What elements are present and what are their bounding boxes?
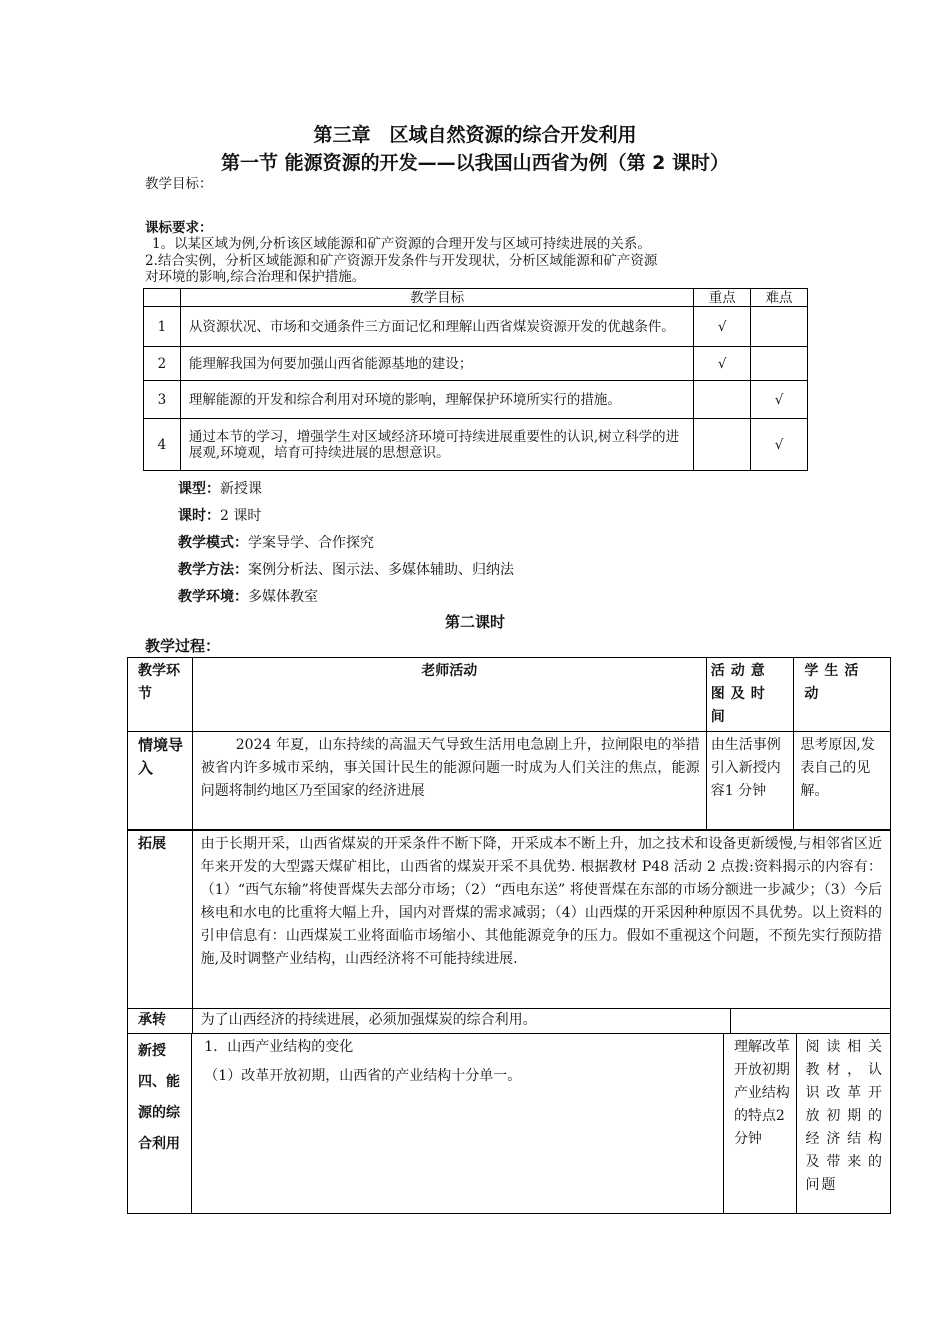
- goal-key-mark: √: [694, 307, 751, 347]
- new-line-1: 1．山西产业结构的变化: [204, 1039, 354, 1055]
- standard-line-2a: 2.结合实例，分析区域能源和矿产资源开发条件与开发现状，分析区域能源和矿产资源: [145, 253, 658, 269]
- table-row: [144, 307, 808, 347]
- standard-line-1: 1。以某区域为例,分析该区域能源和矿产资源的合理开发与区域可持续进展的关系。: [152, 236, 651, 252]
- meta-mode: [178, 532, 374, 552]
- goal-key-mark: [694, 419, 751, 471]
- intent-intro: 由生活事例引入新授内容1 分钟: [706, 732, 794, 830]
- meta-hours-value: 2 课时: [220, 508, 262, 524]
- meta-mode-label: 教学模式：: [178, 535, 248, 551]
- session-title: 第二课时: [444, 613, 505, 631]
- meta-env: [178, 586, 318, 606]
- goal-key-mark: [694, 381, 751, 419]
- teacher-intro: 2024 年夏，山东持续的高温天气导致生活用电急剧上升，拉闸限电的举措被省内许多城市采纳，事关国计民生的能源问题一时成为人们关注的焦点，能源问题将制约地区乃至国家的经济进展: [192, 732, 706, 830]
- table-row: [144, 381, 808, 419]
- objectives-label: 教学目标：: [145, 176, 213, 192]
- goal-text: 通过本节的学习，增强学生对区域经济环境可持续进展重要性的认识,树立科学的进展观,环境观，培育可持续进展的思想意识。: [180, 419, 693, 471]
- goal-number: 4: [144, 419, 181, 471]
- extension-table: [127, 830, 891, 1034]
- table-row: [144, 419, 808, 471]
- goal-text: 能理解我国为何要加强山西省能源基地的建设；: [180, 347, 693, 381]
- header-teacher: [192, 658, 706, 732]
- header-student: 学生活动: [794, 658, 891, 732]
- section-title: 第一节 能源资源的开发——以我国山西省为例（第 2 课时）: [220, 152, 730, 174]
- stage-intro: 情境导入: [128, 732, 193, 830]
- chapter-title: 第三章 区域自然资源的综合开发利用: [313, 124, 637, 146]
- meta-type: [178, 478, 262, 498]
- meta-hours-label: 课时：: [178, 508, 220, 524]
- goal-number: 1: [144, 307, 181, 347]
- header-stage: 教学环节: [128, 658, 193, 732]
- new-teaching-table: [127, 1033, 891, 1214]
- table-row: [144, 347, 808, 381]
- transition-blank: [731, 1009, 891, 1034]
- transition-text: 为了山西经济的持续进展，必须加强煤炭的综合利用。: [192, 1009, 731, 1034]
- process-table: [127, 657, 891, 830]
- goals-header-key: 重点: [694, 289, 751, 307]
- new-line-2: （1）改革开放初期，山西省的产业结构十分单一。: [204, 1068, 522, 1084]
- process-label: 教学过程：: [145, 637, 221, 655]
- meta-method-label: 教学方法：: [178, 562, 248, 578]
- meta-env-label: 教学环境：: [178, 589, 248, 605]
- goal-number: 3: [144, 381, 181, 419]
- meta-mode-value: 学案导学、合作探究: [248, 535, 374, 551]
- goal-hard-mark: [751, 347, 808, 381]
- goal-number: 2: [144, 347, 181, 381]
- student-new: 阅读相关教材，认识改革开放初期的经济结构及带来的问题: [797, 1034, 891, 1214]
- stage-extend: 拓展: [128, 831, 193, 1009]
- meta-hours: [178, 505, 261, 525]
- goal-hard-mark: √: [751, 419, 808, 471]
- table-row: [128, 1009, 891, 1034]
- meta-type-value: 新授课: [220, 481, 262, 497]
- header-teacher-text: 老师活动: [421, 663, 478, 679]
- meta-type-label: 课型：: [178, 481, 220, 497]
- goal-hard-mark: √: [751, 381, 808, 419]
- goal-text: 理解能源的开发和综合利用对环境的影响，理解保护环境所实行的措施。: [180, 381, 693, 419]
- table-row: [128, 1034, 891, 1214]
- meta-env-value: 多媒体教室: [248, 589, 318, 605]
- extend-text: 由于长期开采，山西省煤炭的开采条件不断下降，开采成本不断上升，加之技术和设备更新缓慢,与相邻省区近年来开发的大型露天煤矿相比，山西省的煤炭开采不具优势. 根据教材 P48 活动 2 点拨:资料揭示的内容有：（1）“西气东输”将使晋煤失去部分市场；（2）“西电东送” 将使晋煤在东部的市场分额进一步减少；（3）今后核电和水电的比重将大幅上升，国内对晋煤的需求减弱；（4）山西煤的开采因种种原因不具优势。以上资料的引申信息有：山西煤炭工业将面临市场缩小、其他能源竞争的压力。假如不重视这个问题，不预先实行预防措施,及时调整产业结构，山西经济将不可能持续进展.: [192, 831, 890, 1009]
- standards-label: 课标要求：: [145, 220, 213, 236]
- goal-text: 从资源状况、市场和交通条件三方面记忆和理解山西省煤炭资源开发的优越条件。: [180, 307, 693, 347]
- goals-header-hard: 难点: [751, 289, 808, 307]
- stage-new: 新授四、能源的综合利用: [128, 1034, 192, 1214]
- intent-new: 理解改革开放初期产业结构的特点2 分钟: [723, 1034, 797, 1214]
- goals-header-objective: 教学目标: [180, 289, 693, 307]
- stage-transition: 承转: [128, 1009, 193, 1034]
- goal-hard-mark: [751, 307, 808, 347]
- new-content: [192, 1034, 724, 1214]
- table-row: [128, 831, 891, 1009]
- meta-method-value: 案例分析法、图示法、多媒体辅助、归纳法: [248, 562, 514, 578]
- standard-line-2b: 对环境的影响,综合治理和保护措施。: [145, 269, 366, 285]
- goal-key-mark: √: [694, 347, 751, 381]
- goals-table: [143, 288, 808, 471]
- header-intent: 活动意图及时间: [706, 658, 794, 732]
- student-intro: 思考原因,发表自己的见解。: [794, 732, 891, 830]
- goals-header-blank: [144, 289, 181, 307]
- table-row: [128, 732, 891, 830]
- meta-method: [178, 559, 514, 579]
